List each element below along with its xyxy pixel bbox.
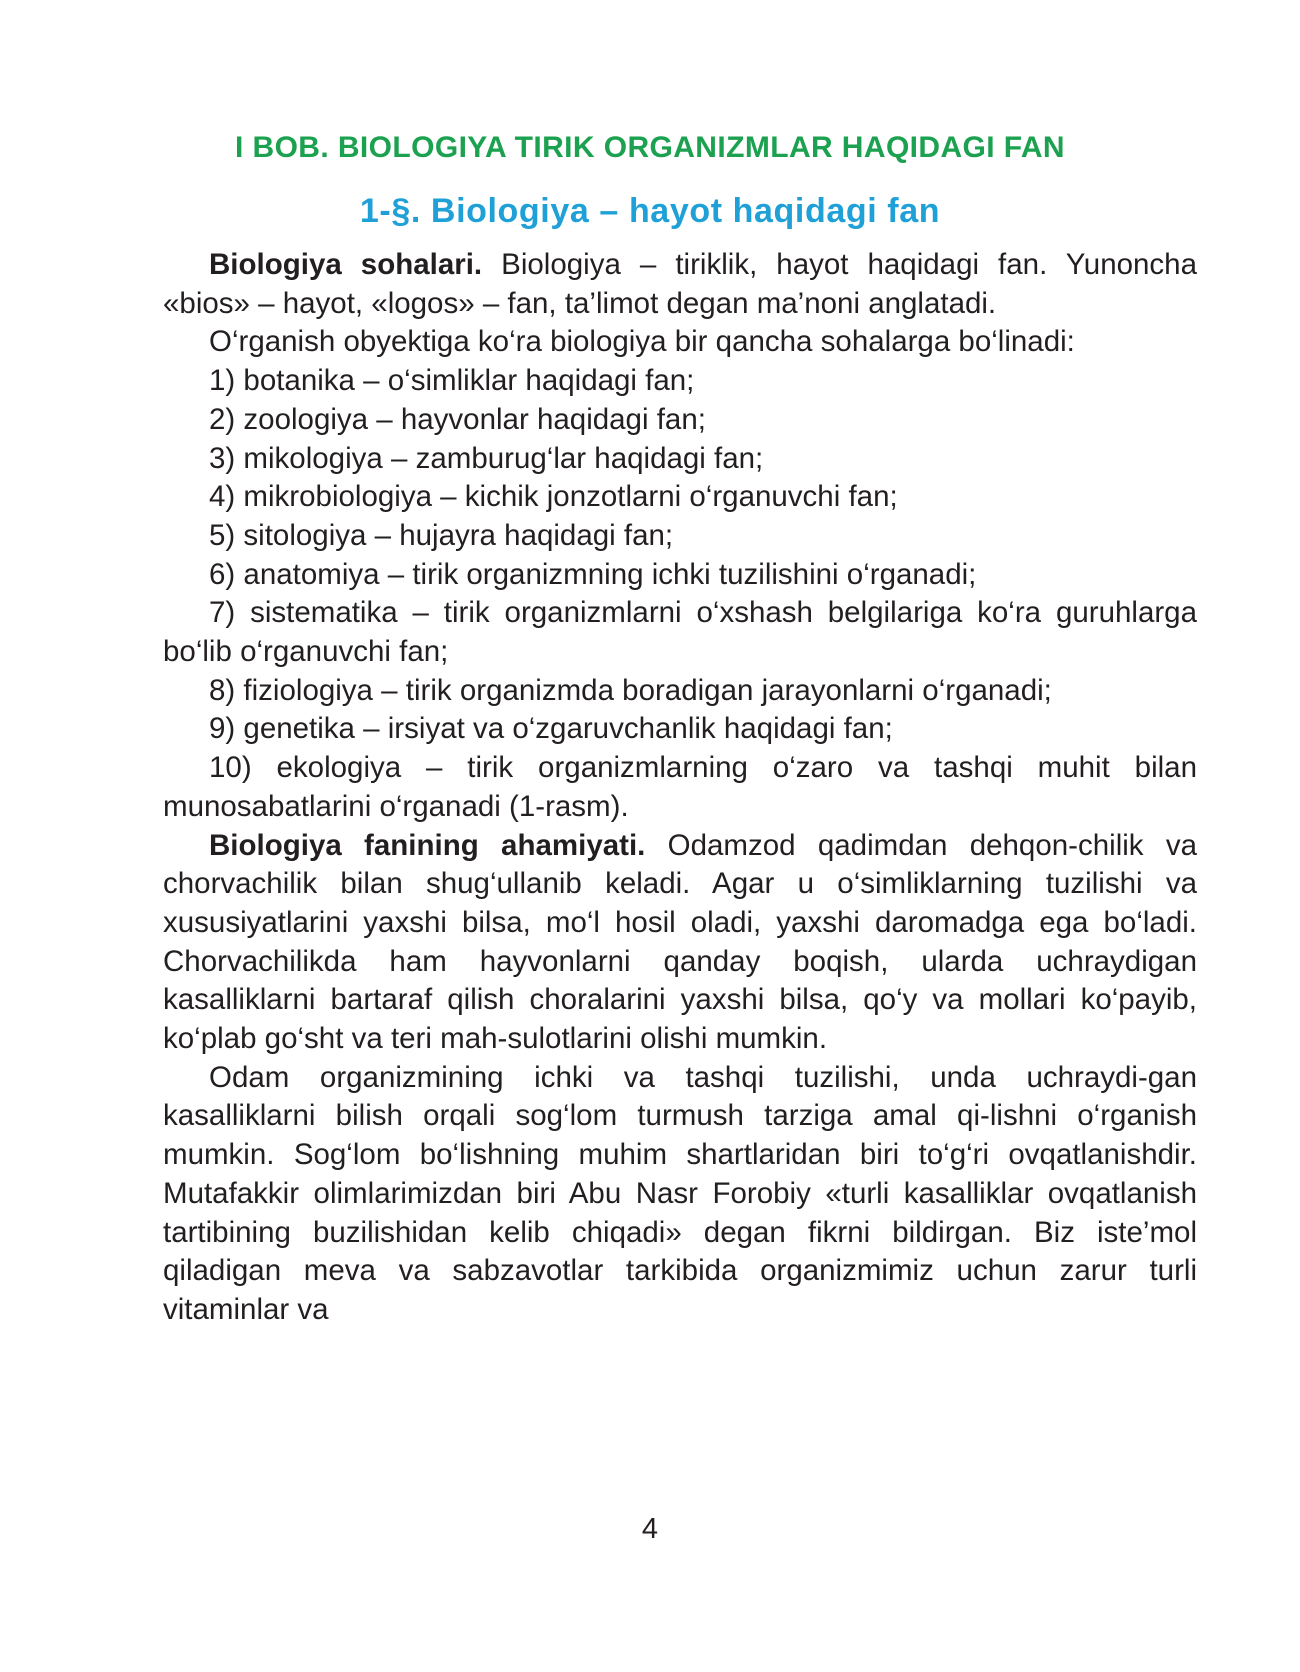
- list-item: 6) anatomiya – tirik organizmning ichki tuzilishini o‘rganadi;: [209, 557, 977, 591]
- list-item: 2) zoologiya – hayvonlar haqidagi fan;: [209, 402, 706, 436]
- paragraph-text: Biologiya – tiriklik, hayot haqidagi fan. Yunoncha «bios» – hayot, «logos» – fan, ta’limot degan ma’noni anglatadi.: [163, 248, 1197, 320]
- chapter-title: I BOB. BIOLOGIYA TIRIK ORGANIZMLAR HAQIDAGI FAN: [235, 131, 1065, 164]
- list-item: 10) ekologiya – tirik organizmlarning o‘zaro va tashqi muhit bilan munosabatlarini o‘rganadi (1-rasm).: [163, 751, 1197, 823]
- paragraph-human-organism: Odam organizmining ichki va tashqi tuzilishi, unda uchraydi-gan kasalliklarni bilish orqali sog‘lom turmush tarziga amal qi-lishni o‘rganish mumkin. Sog‘lom bo‘lishning muhim shartlaridan biri to‘g‘ri ovqatlanishdir. Mutafakkir olimlarimizdan biri Abu Nasr Forobiy «turli kasalliklar ovqatlanish tartibining buzilishidan kelib chiqadi» degan fikrni bildirgan. Biz iste’mol qiladigan meva va sabzavotlar tarkibida organizmimiz uchun zarur turli vitaminlar va: [163, 1060, 1197, 1326]
- body-text: [163, 246, 1197, 1330]
- paragraph-lead: Biologiya fanining ahamiyati.: [209, 828, 646, 862]
- list-item: 7) sistematika – tirik organizmlarni o‘xshash belgilariga ko‘ra guruhlarga bo‘lib o‘rganuvchi fan;: [163, 596, 1197, 669]
- paragraph-lead: Biologiya sohalari.: [209, 248, 483, 281]
- list-item: 3) mikologiya – zamburug‘lar haqidagi fan;: [209, 441, 764, 475]
- list-item: 9) genetika – irsiyat va o‘zgaruvchanlik haqidagi fan;: [209, 712, 893, 746]
- list-item: 4) mikrobiologiya – kichik jonzotlarni o‘rganuvchi fan;: [209, 480, 898, 514]
- paragraph-importance: [163, 827, 1197, 1059]
- paragraph-biology-branches: [163, 246, 1197, 323]
- paragraph-division: O‘rganish obyektiga ko‘ra biologiya bir qancha sohalarga bo‘linadi:: [209, 325, 1075, 359]
- list-item: 5) sitologiya – hujayra haqidagi fan;: [209, 518, 674, 552]
- list-item: 1) botanika – o‘simliklar haqidagi fan;: [209, 364, 695, 398]
- page-number: 4: [641, 1513, 659, 1545]
- paragraph-text: Odamzod qadimdan dehqon-chilik va chorvachilik bilan shug‘ullanib keladi. Agar u o‘simliklarning tuzilishi va xususiyatlarini yaxshi bilsa, mo‘l hosil oladi, yaxshi daromadga ega bo‘ladi. Chorvachilikda ham hayvonlarni qanday boqish, ularda uchraydigan kasalliklarni bartaraf qilish choralarini yaxshi bilsa, qo‘y va mollari ko‘payib, ko‘plab go‘sht va teri mah-sulotlarini olishi mumkin.: [163, 828, 1197, 1056]
- list-item: 8) fiziologiya – tirik organizmda boradigan jarayonlarni o‘rganadi;: [209, 673, 1052, 707]
- section-title: 1-§. Biologiya – hayot haqidagi fan: [359, 192, 941, 230]
